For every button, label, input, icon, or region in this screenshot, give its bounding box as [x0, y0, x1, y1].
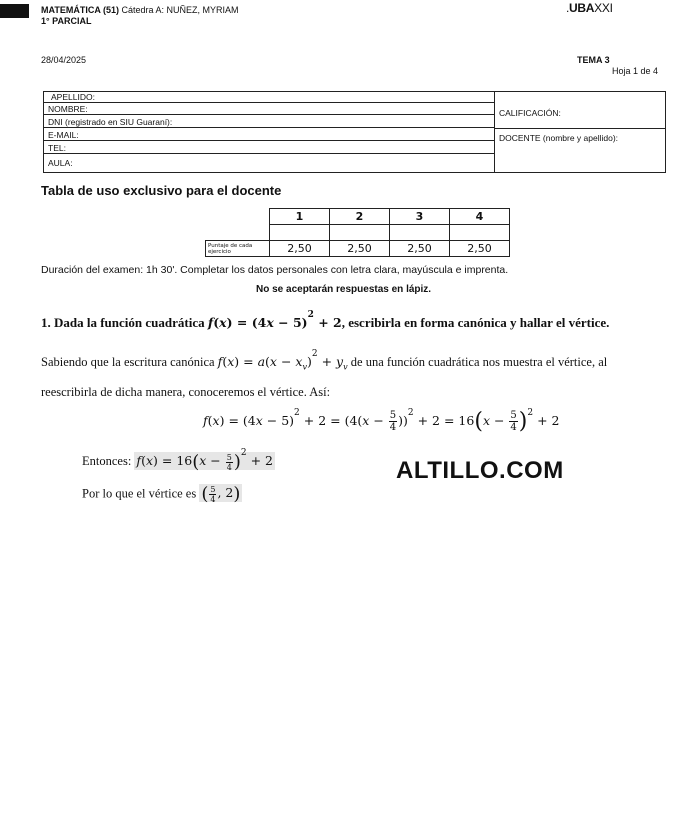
score-header-1: 1	[270, 209, 330, 225]
field-apellido[interactable]: APELLIDO:	[44, 92, 494, 103]
course-title: MATEMÁTICA (51) Cátedra A: NUÑEZ, MYRIAM	[41, 5, 239, 15]
score-blank-3	[390, 225, 450, 241]
student-info-fields	[44, 92, 495, 172]
empty-corner	[206, 209, 270, 225]
empty-label-cell	[206, 225, 270, 241]
header-black-tab	[0, 4, 29, 18]
score-header-4: 4	[450, 209, 510, 225]
score-header-2: 2	[330, 209, 390, 225]
no-pencil-warning: No se aceptarán respuestas en lápiz.	[256, 284, 432, 295]
altillo-watermark: ALTILLO.COM	[396, 457, 564, 484]
exam-name: 1° PARCIAL	[41, 16, 92, 26]
grading-divider	[495, 128, 665, 129]
teacher-table-title: Tabla de uso exclusivo para el docente	[41, 183, 282, 198]
page-counter: Hoja 1 de 4	[612, 66, 659, 76]
calificacion-label: CALIFICACIÓN:	[499, 108, 561, 118]
score-value-4: 2,50	[450, 241, 510, 257]
score-blank-2	[330, 225, 390, 241]
score-row-label: Puntaje de cada ejercicio	[206, 241, 270, 257]
result-line: Entonces: f(x) = 16(x − $\frac{5}{4}$ )$^2$ + 2	[82, 448, 273, 473]
field-dni[interactable]: DNI (registrado en SIU Guaraní):	[44, 117, 494, 128]
score-value-3: 2,50	[390, 241, 450, 257]
tema-label: TEMA 3	[577, 55, 610, 65]
field-nombre[interactable]: NOMBRE:	[44, 104, 494, 115]
docente-label: DOCENTE (nombre y apellido):	[499, 133, 619, 143]
grading-fields	[495, 92, 665, 172]
score-value-2: 2,50	[330, 241, 390, 257]
canonical-derivation: $f(x) = (4x - 5)^2 + 2 = (4(x$ − $\frac{5}{4}$ ))$^2$ + 2 = 16(x − $\frac{5}{4}$ )$^2$ + 2	[203, 408, 560, 435]
vertex-line: Por lo que el vértice es ( $\frac{5}{4}$ , 2)	[82, 484, 241, 505]
question-1: 1. Dada la función cuadrática $f(x) = (4x - 5)^2 + 2$, escribirla en forma canónica y hallar el vértice.	[41, 310, 610, 330]
explanation-paragraph: Sabiendo que la escritura canónica $f(x) = a(x - x_v)^2 + y_v$ de una función cuadrática nos muestra el vértice, al reescribirla de dicha manera, conoceremos el vértice. Así:	[41, 349, 608, 399]
score-blank-1	[270, 225, 330, 241]
score-table	[205, 208, 510, 257]
canonical-form-highlight: f(x) = 16(x − $\frac{5}{4}$ )$^2$ + 2	[136, 448, 273, 473]
score-header-3: 3	[390, 209, 450, 225]
field-tel[interactable]: TEL:	[44, 143, 494, 154]
field-aula[interactable]: AULA:	[48, 158, 73, 168]
uba-xxi-logo: .UBAXXI	[566, 1, 613, 15]
score-blank-4	[450, 225, 510, 241]
score-value-1: 2,50	[270, 241, 330, 257]
field-email[interactable]: E-MAIL:	[44, 130, 494, 141]
student-info-table	[43, 91, 666, 173]
exam-date: 28/04/2025	[41, 55, 87, 65]
duration-instructions: Duración del examen: 1h 30'. Completar los datos personales con letra clara, mayúscula e imprenta.	[41, 264, 509, 276]
vertex-highlight: ( $\frac{5}{4}$ , 2)	[201, 484, 241, 505]
